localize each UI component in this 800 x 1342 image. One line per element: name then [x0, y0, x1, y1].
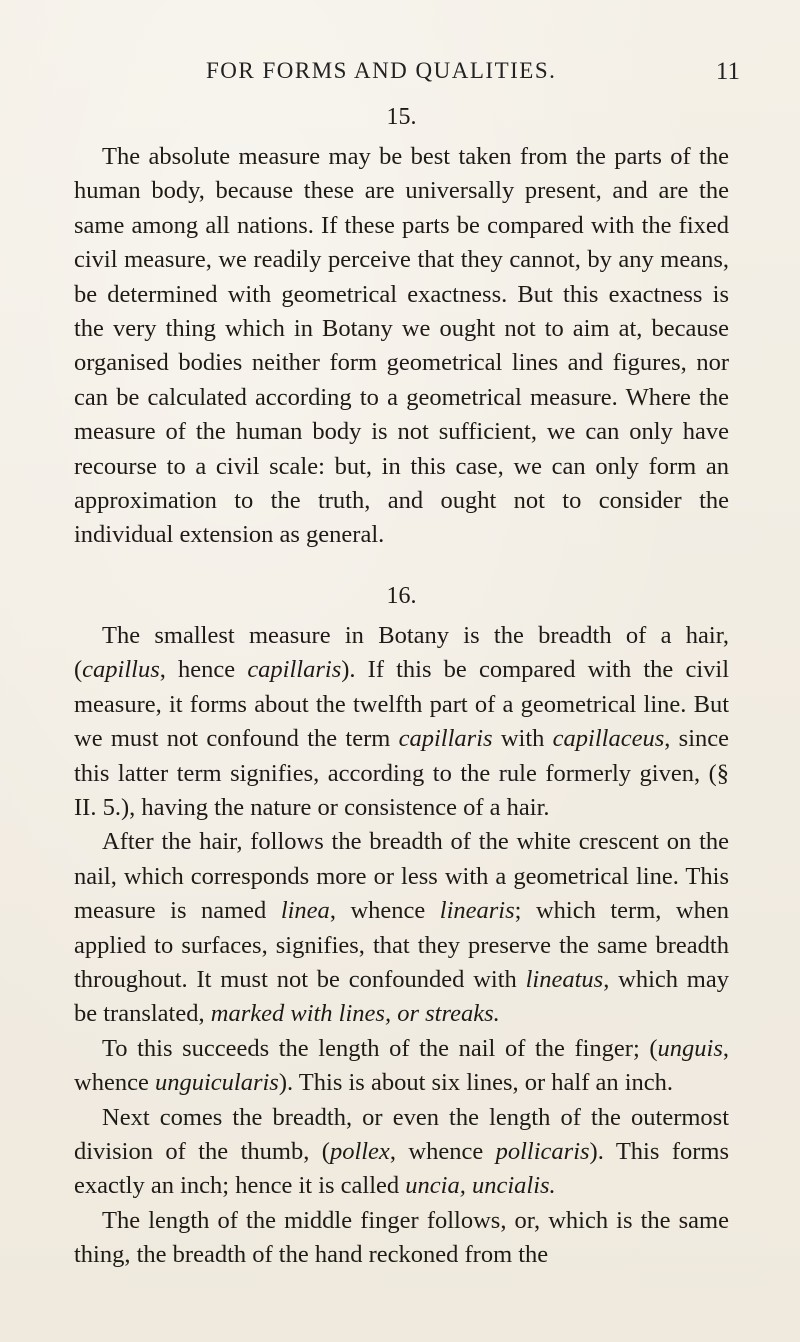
italic-term: capillus — [82, 656, 160, 684]
running-title: FOR FORMS AND QUALITIES. — [206, 58, 557, 83]
text-run: ). This forms exactly an inch; hence it is called — [74, 1137, 729, 1200]
body-text — [74, 100, 729, 1273]
text-run: , whence — [329, 897, 440, 925]
text-run: ). This is about six lines, or half an inch. — [278, 1069, 674, 1097]
paragraph — [74, 1204, 729, 1273]
text-run: Next comes the breadth, or even the length of the outermost division of the thumb, ( — [74, 1103, 729, 1165]
text-run: The absolute measure may be best taken from the parts of the human body, because these are universally present, and are the same among all nations. If these parts be compared with the fixed civil measure, we readily perceive that they cannot, by any means, be determined with geometrical exactness. But this exactness is the very thing which in Botany we ought not to aim at, because organised bodies neither form geometrical lines and figures, nor can be calculated according to a geometrical measure. Where the measure of the human body is not sufficient, we can only have recourse to a civil scale: but, in this case, we can only form an approximation to the truth, and ought not to consider the individual extension as general. — [74, 143, 729, 549]
text-run: After the hair, follows the breadth of the white crescent on the nail, which corresponds more or less with a geometrical line. This measure is named — [74, 828, 729, 925]
italic-term: capillaris — [398, 725, 493, 753]
text-run: with — [492, 725, 553, 753]
text-run: ). If this be compared with the civil measure, it forms about the twelfth part of a geometrical line. But we must not confound the term — [74, 656, 730, 753]
italic-term: uncia, uncialis. — [405, 1172, 556, 1200]
paragraph — [74, 1101, 729, 1204]
italic-term: capillaris — [247, 656, 342, 684]
section-number-15: 15. — [386, 104, 417, 130]
text-run: , which may be translated, — [74, 965, 729, 1028]
page-number: 11 — [715, 58, 740, 85]
italic-term: unguis — [657, 1034, 723, 1062]
text-run: , whence — [74, 1034, 729, 1097]
text-run: The length of the middle finger follows, or, which is the same thing, the breadth of the hand reckoned from the — [74, 1206, 729, 1269]
italic-term: unguicularis — [154, 1069, 279, 1097]
text-run: The smallest measure in Botany is the breadth of a hair, ( — [74, 621, 729, 684]
italic-term: marked with lines, or streaks. — [210, 1000, 500, 1028]
italic-term: lineatus — [525, 965, 604, 993]
section-number-16: 16. — [386, 582, 417, 609]
text-run: To this succeeds the length of the nail of the finger; ( — [102, 1034, 658, 1062]
paragraph — [74, 825, 729, 1031]
text-run: , hence — [159, 656, 248, 684]
running-head — [0, 58, 800, 88]
text-run: , since this latter term signifies, according to the rule formerly given, (§ II. 5.), having the nature or consistence of a hair. — [74, 725, 730, 821]
italic-term: linea — [280, 897, 330, 925]
italic-term: capillaceus — [552, 725, 665, 753]
italic-term: pollex — [329, 1137, 390, 1165]
italic-term: linearis — [439, 897, 515, 925]
text-run: ; which term, when applied to surfaces, signifies, that they preserve the same breadth throughout. It must not be confounded with — [74, 897, 729, 993]
italic-term: pollicaris — [495, 1137, 590, 1165]
paragraph — [74, 1032, 729, 1101]
paragraph — [74, 140, 729, 553]
text-run: , whence — [389, 1137, 496, 1165]
paragraph — [74, 619, 729, 825]
